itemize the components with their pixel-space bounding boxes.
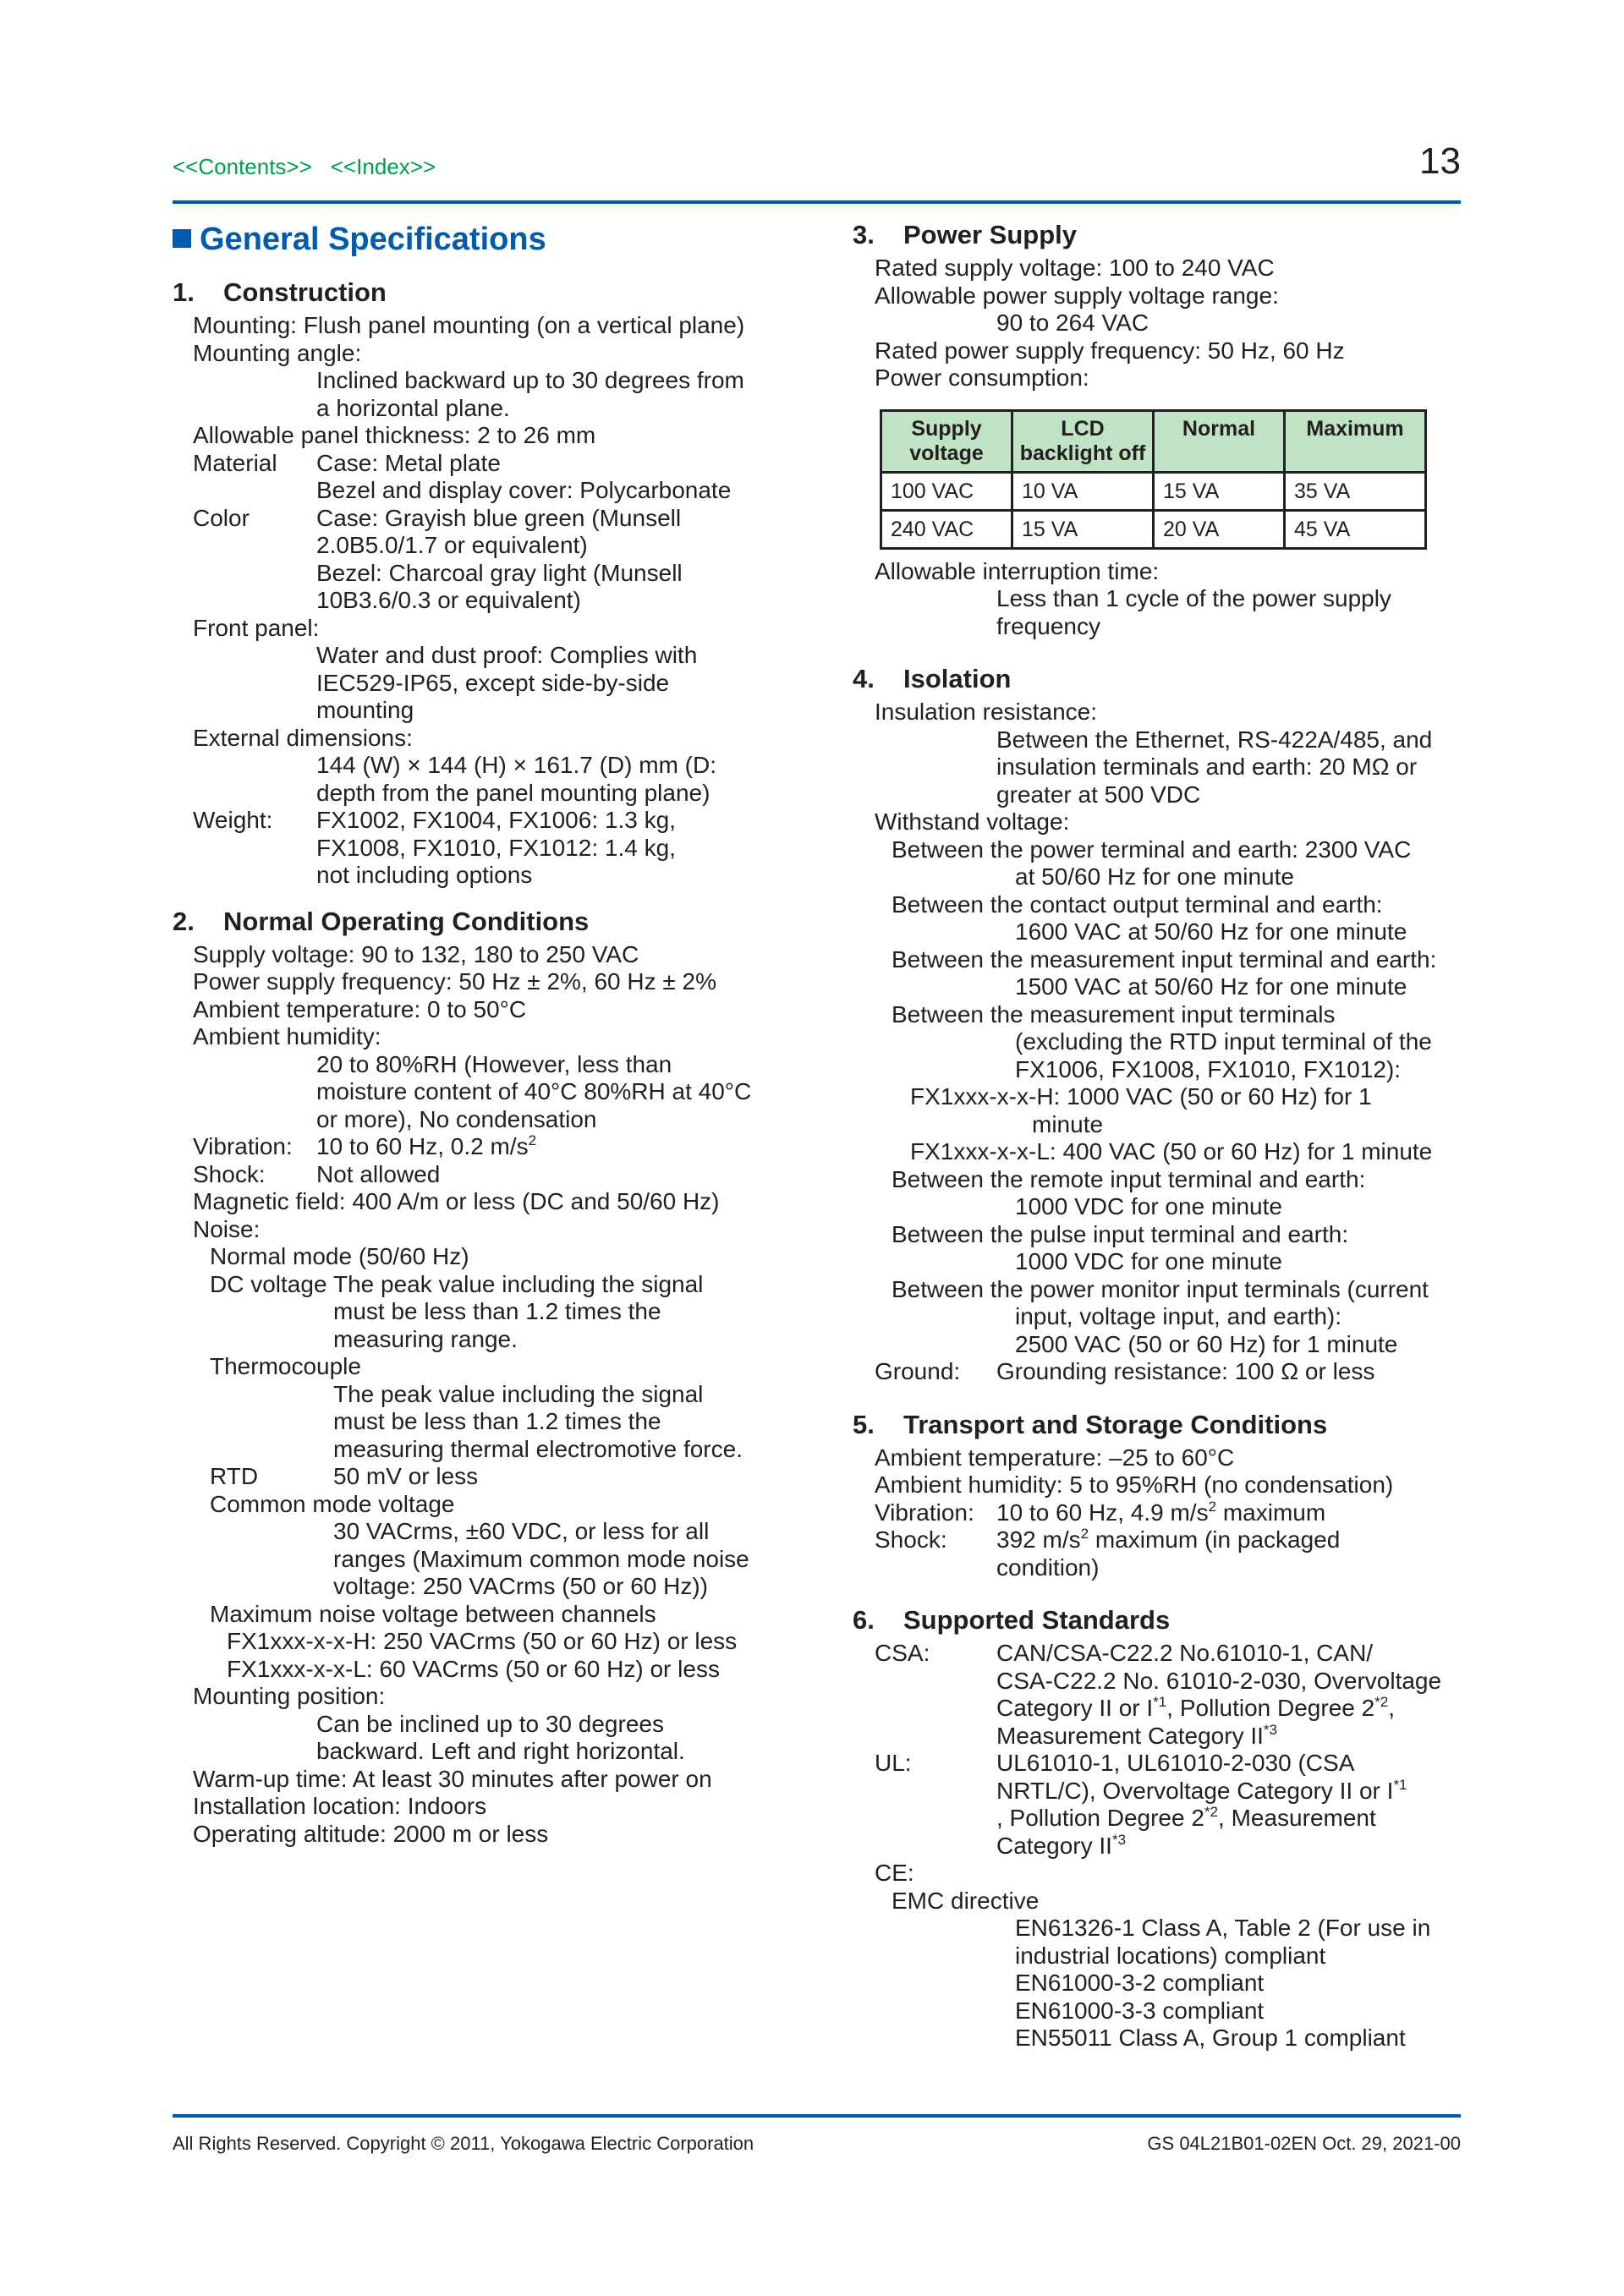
spec-line: Installation location: Indoors xyxy=(193,1793,487,1819)
spec-line: EN61000-3-3 compliant xyxy=(1015,1997,1265,2024)
table-row xyxy=(881,510,1426,548)
spec-line: Ambient humidity: 5 to 95%RH (no condensation) xyxy=(875,1471,1394,1498)
spec-row-shock: Shock: 392 $m/s^2$ maximum (in packaged xyxy=(875,1526,1341,1553)
spec-line: 30 VACrms, ±60 VDC, or less for all xyxy=(333,1518,710,1544)
spec-row-csa: CSA: CAN/CSA-C22.2 No.61010-1, CAN/ xyxy=(875,1640,1374,1666)
section-heading-operating-conditions: 2. Normal Operating Conditions xyxy=(173,906,590,936)
spec-line: Maximum noise voltage between channels xyxy=(210,1600,656,1627)
spec-line: Rated power supply frequency: 50 Hz, 60 Hz xyxy=(875,337,1345,364)
spec-line: 1600 VAC at 50/60 Hz for one minute xyxy=(1015,918,1407,945)
spec-line: Bezel: Charcoal gray light (Munsell xyxy=(316,559,683,586)
spec-line: Thermocouple xyxy=(210,1353,361,1379)
table-header-row xyxy=(881,410,1426,472)
spec-line: measuring thermal electromotive force. xyxy=(333,1435,743,1462)
spec-row-dc-voltage: DC voltage The peak value including the signal xyxy=(210,1270,704,1297)
spec-line: Rated supply voltage: 100 to 240 VAC xyxy=(875,255,1275,281)
spec-line: Mounting angle: xyxy=(193,339,362,366)
spec-line: at 50/60 Hz for one minute xyxy=(1015,863,1294,890)
spec-line: Mounting position: xyxy=(193,1683,386,1709)
spec-line: Noise: xyxy=(193,1215,261,1242)
spec-line: Allowable interruption time: xyxy=(875,557,1160,584)
spec-line: Between the contact output terminal and earth: xyxy=(892,890,1383,918)
spec-line: Insulation resistance: xyxy=(875,699,1098,725)
spec-line: CSA-C22.2 No. 61010-2-030, Overvoltage xyxy=(996,1667,1442,1694)
spec-row-shock: Shock: Not allowed xyxy=(193,1160,441,1187)
spec-line: a horizontal plane. xyxy=(316,394,510,421)
spec-line: Can be inclined up to 30 degrees xyxy=(316,1710,664,1737)
spec-line: FX1xxx-x-x-H: 250 VACrms (50 or 60 Hz) or less xyxy=(227,1628,738,1654)
footer-rule xyxy=(173,2114,1461,2118)
spec-row-rtd: RTD 50 mV or less xyxy=(210,1463,479,1489)
spec-line: Ambient temperature: –25 to 60°C xyxy=(875,1444,1235,1471)
spec-line: 144 (W) × 144 (H) × 161.7 (D) mm (D: xyxy=(316,752,717,778)
spec-line: Category II$^{*3}$ xyxy=(996,1831,1127,1859)
spec-line: External dimensions: xyxy=(193,724,413,751)
page-number: 13 xyxy=(1419,140,1461,182)
table-cell: 240 VAC xyxy=(881,510,1012,548)
spec-line: insulation terminals and earth: 20 MΩ or xyxy=(996,753,1418,780)
spec-line: Power consumption: xyxy=(875,364,1089,391)
footer-copyright: All Rights Reserved. Copyright © 2011, Yokogawa Electric Corporation xyxy=(173,2133,754,2154)
spec-line: (excluding the RTD input terminal of the xyxy=(1015,1028,1432,1055)
spec-line: Mounting: Flush panel mounting (on a vertical plane) xyxy=(193,312,745,338)
spec-line: ranges (Maximum common mode noise xyxy=(333,1545,749,1572)
spec-line: Between the remote input terminal and earth: xyxy=(892,1165,1366,1192)
spec-line: Measurement Category II$^{*3}$ xyxy=(996,1721,1277,1749)
spec-line: Common mode voltage xyxy=(210,1490,455,1517)
spec-line: Between the power terminal and earth: 2300 VAC xyxy=(892,836,1412,863)
section-heading-construction: 1. Construction xyxy=(173,277,387,307)
table-header-cell: Normal xyxy=(1154,410,1285,472)
spec-line: 2500 VAC (50 or 60 Hz) for 1 minute xyxy=(1015,1330,1398,1357)
table-cell: 20 VA xyxy=(1154,510,1285,548)
header-rule xyxy=(173,200,1461,204)
spec-row-material: Material Case: Metal plate xyxy=(193,449,501,476)
spec-line: 90 to 264 VAC xyxy=(996,310,1149,336)
spec-line: or more), No condensation xyxy=(316,1105,597,1132)
table-header-cell: LCD backlight off xyxy=(1012,410,1154,472)
spec-line: Front panel: xyxy=(193,614,320,641)
section-heading-transport-storage: 5. Transport and Storage Conditions xyxy=(853,1409,1328,1439)
spec-line: Operating altitude: 2000 m or less xyxy=(193,1820,549,1847)
index-link[interactable]: <<Index>> xyxy=(330,154,436,179)
square-bullet-icon xyxy=(173,229,191,248)
spec-line: EN55011 Class A, Group 1 compliant xyxy=(1015,2025,1406,2051)
spec-line: moisture content of 40°C 80%RH at 40°C xyxy=(316,1078,752,1104)
footer-doc-id: GS 04L21B01-02EN Oct. 29, 2021-00 xyxy=(1147,2133,1461,2154)
spec-line: Supply voltage: 90 to 132, 180 to 250 VAC xyxy=(193,940,639,967)
spec-line: Allowable power supply voltage range: xyxy=(875,282,1279,309)
spec-line: FX1006, FX1008, FX1010, FX1012): xyxy=(1015,1055,1402,1082)
spec-line: must be less than 1.2 times the xyxy=(333,1298,661,1324)
spec-line: backward. Left and right horizontal. xyxy=(316,1738,685,1764)
spec-line: voltage: 250 VACrms (50 or 60 Hz)) xyxy=(333,1573,708,1599)
spec-line: not including options xyxy=(316,862,533,888)
header-nav xyxy=(173,154,454,180)
spec-row-ground: Ground: Grounding resistance: 100 Ω or less xyxy=(875,1358,1375,1384)
table-cell: 15 VA xyxy=(1154,472,1285,510)
spec-line: FX1xxx-x-x-H: 1000 VAC (50 or 60 Hz) for 1 xyxy=(910,1083,1372,1110)
spec-row-vibration: Vibration: 10 to 60 Hz, 0.2 $m/s^2$ xyxy=(193,1132,537,1159)
spec-line: Power supply frequency: 50 Hz ± 2%, 60 Hz ± 2% xyxy=(193,968,717,995)
spec-line: 20 to 80%RH (However, less than xyxy=(316,1050,672,1077)
spec-line: NRTL/C), Overvoltage Category II or $I^{*1}$ xyxy=(996,1776,1407,1804)
spec-line: Between the pulse input terminal and earth: xyxy=(892,1220,1349,1247)
spec-line: Between the measurement input terminal and earth: xyxy=(892,945,1437,973)
spec-line: Less than 1 cycle of the power supply xyxy=(996,585,1391,611)
spec-line: The peak value including the signal xyxy=(333,1380,704,1407)
table-row xyxy=(881,472,1426,510)
spec-line: 1500 VAC at 50/60 Hz for one minute xyxy=(1015,973,1407,1000)
spec-line: Bezel and display cover: Polycarbonate xyxy=(316,477,732,503)
spec-line: Between the measurement input terminals xyxy=(892,1000,1336,1027)
contents-link[interactable]: <<Contents>> xyxy=(173,154,312,179)
spec-line: Withstand voltage: xyxy=(875,808,1070,835)
left-column xyxy=(173,218,841,1848)
spec-row-vibration: Vibration: 10 to 60 Hz, 4.9 $m/s^2$ maximum xyxy=(875,1498,1326,1526)
spec-line: industrial locations) compliant xyxy=(1015,1942,1326,1969)
spec-line: 2.0B5.0/1.7 or equivalent) xyxy=(316,532,588,558)
spec-line: condition) xyxy=(996,1553,1100,1581)
spec-line: Ambient humidity: xyxy=(193,1023,381,1049)
spec-line: IEC529-IP65, except side-by-side xyxy=(316,669,670,696)
spec-line: mounting xyxy=(316,697,414,723)
table-header-cell: Supply voltage xyxy=(881,410,1012,472)
spec-line: measuring range. xyxy=(333,1325,518,1352)
power-consumption-table xyxy=(880,409,1427,550)
spec-line: Ambient temperature: 0 to 50°C xyxy=(193,995,527,1022)
spec-row-weight: Weight: FX1002, FX1004, FX1006: 1.3 kg, xyxy=(193,807,676,833)
spec-line: FX1xxx-x-x-L: 400 VAC (50 or 60 Hz) for 1 minute xyxy=(910,1138,1433,1164)
table-cell: 100 VAC xyxy=(881,472,1012,510)
spec-line: greater at 500 VDC xyxy=(996,781,1201,808)
spec-line: , Pollution Degree 2$^{*2}$, Measurement xyxy=(996,1804,1376,1831)
spec-line: Magnetic field: 400 A/m or less (DC and 50/60 Hz) xyxy=(193,1188,720,1214)
spec-row-ul: UL: UL61010-1, UL61010-2-030 (CSA xyxy=(875,1750,1355,1776)
section-heading-standards: 6. Supported Standards xyxy=(853,1605,1171,1635)
spec-line: 10B3.6/0.3 or equivalent) xyxy=(316,587,581,613)
table-cell: 15 VA xyxy=(1012,510,1154,548)
spec-line: EN61326-1 Class A, Table 2 (For use in xyxy=(1015,1915,1431,1941)
spec-line: depth from the panel mounting plane) xyxy=(316,779,710,806)
spec-line: Water and dust proof: Complies with xyxy=(316,642,698,668)
spec-line: FX1008, FX1010, FX1012: 1.4 kg, xyxy=(316,834,676,861)
spec-line: Category II or $I^{*1}$, Pollution Degree 2$^{*2}$, xyxy=(996,1694,1396,1721)
table-cell: 35 VA xyxy=(1285,472,1426,510)
spec-line: FX1xxx-x-x-L: 60 VACrms (50 or 60 Hz) or less xyxy=(227,1655,720,1682)
spec-line: Normal mode (50/60 Hz) xyxy=(210,1243,469,1269)
spec-line: Between the power monitor input terminals (current xyxy=(892,1275,1429,1302)
section-heading-isolation: 4. Isolation xyxy=(853,664,1012,693)
page-title: General Specifications xyxy=(173,218,841,260)
spec-line: 1000 VDC for one minute xyxy=(1015,1193,1282,1219)
spec-line: minute xyxy=(1032,1110,1104,1137)
table-header-cell: Maximum xyxy=(1285,410,1426,472)
spec-line: CE: xyxy=(875,1860,914,1886)
spec-line: Between the Ethernet, RS-422A/485, and xyxy=(996,726,1433,753)
section-heading-power-supply: 3. Power Supply xyxy=(853,220,1077,249)
spec-line: EN61000-3-2 compliant xyxy=(1015,1970,1265,1996)
spec-line: 1000 VDC for one minute xyxy=(1015,1248,1282,1274)
table-cell: 45 VA xyxy=(1285,510,1426,548)
spec-row-color: Color Case: Grayish blue green (Munsell xyxy=(193,504,682,531)
right-column xyxy=(853,218,1462,2052)
spec-line: EMC directive xyxy=(892,1887,1040,1914)
spec-line: input, voltage input, and earth): xyxy=(1015,1303,1342,1329)
table-cell: 10 VA xyxy=(1012,472,1154,510)
spec-line: Allowable panel thickness: 2 to 26 mm xyxy=(193,422,596,448)
spec-line: Warm-up time: At least 30 minutes after power on xyxy=(193,1765,712,1792)
spec-line: frequency xyxy=(996,612,1100,639)
spec-line: Inclined backward up to 30 degrees from xyxy=(316,367,744,393)
spec-line: must be less than 1.2 times the xyxy=(333,1408,661,1434)
